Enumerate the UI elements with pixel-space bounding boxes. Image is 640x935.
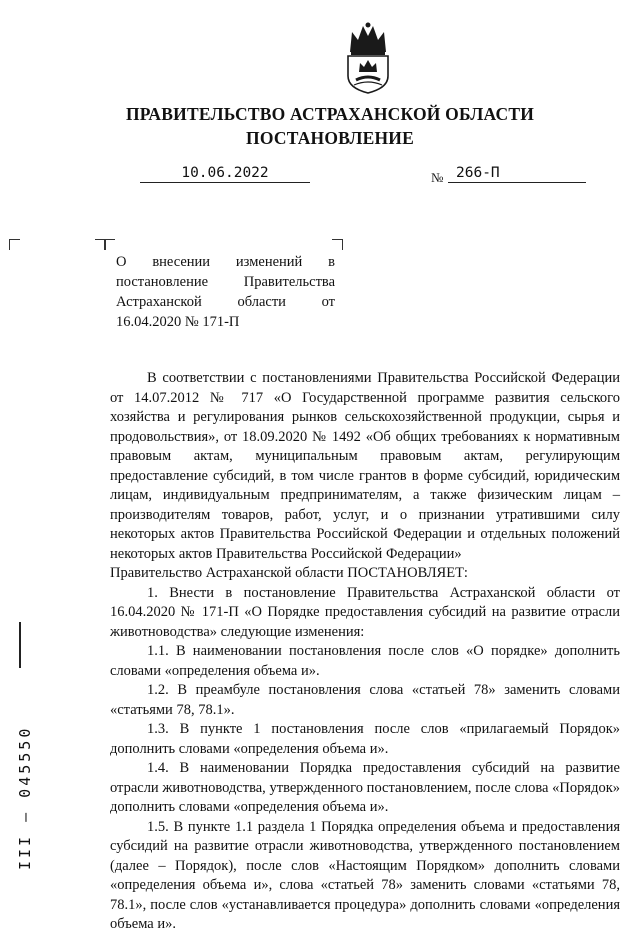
margin-bar	[19, 622, 21, 668]
clause-1-5: 1.5. В пункте 1.1 раздела 1 Порядка определения объема и предоставления субсидий на развитие отрасли животноводства, утвержденного постановлением (далее – Порядок), после слов «Настоящим Порядком» дополнить словами «определения объема и», слова «статьей 78» заменить словами «статьями 78, 78.1», после слов «устанавливается процедура» дополнить словами «определения объема и».	[110, 818, 620, 932]
clause-1: 1. Внести в постановление Правительства Астраханской области от 16.04.2020 № 171-П «О Порядке предоставления субсидий на развитие отрасли животноводства» следующие изменения:	[110, 584, 620, 640]
document-number: 266-П	[448, 165, 586, 183]
number-sign: №	[431, 170, 444, 185]
coat-of-arms-icon	[342, 22, 394, 94]
preamble-paragraph: В соответствии с постановлениями Правительства Российской Федерации от 14.07.2012 № 717 «О Государственной программе развития сельского хозяйства и регулирования рынков сельскохозяйственной продукции, сырья и продовольствия», от 18.09.2020 № 1492 «Об общих требованиях к нормативным правовым актам, муниципальным правовым актам, регулирующим предоставление субсидий, в том числе грантов в форме субсидий, юридическим лицам, индивидуальным предпринимателям, а также физическим лицам – производителям товаров, работ, услуг, и о признании утратившими силу некоторых актов Правительства Российской Федерации и отдельных положений некоторых актов Правительства Российской Федерации»	[110, 370, 620, 562]
government-title: ПРАВИТЕЛЬСТВО АСТРАХАНСКОЙ ОБЛАСТИ	[125, 104, 535, 124]
corner-mark	[9, 239, 20, 250]
clause-1-3: 1.3. В пункте 1 постановления после слов «прилагаемый Порядок» дополнить словами «определения объема и».	[110, 721, 620, 757]
clause-1-1: 1.1. В наименовании постановления после слов «О порядке» дополнить словами «определения объема и».	[110, 643, 620, 679]
document-date: 10.06.2022	[140, 165, 310, 183]
margin-stamp: III – 045550	[16, 725, 34, 870]
corner-mark	[332, 239, 343, 250]
document-body	[110, 369, 620, 935]
document-type: ПОСТАНОВЛЕНИЕ	[246, 128, 414, 148]
document-subject: О внесении изменений в постановление Правительства Астраханской области от 16.04.2020 № 171-П	[116, 254, 335, 330]
clause-1-2: 1.2. В преамбуле постановления слова «статьей 78» заменить словами «статьями 78, 78.1».	[110, 682, 620, 718]
corner-mark	[104, 239, 115, 250]
clause-1-4: 1.4. В наименовании Порядка предоставления субсидий на развитие отрасли животноводства, утвержденного постановлением, после слова «Порядок» дополнить словами «определения объема и».	[110, 760, 620, 815]
resolution-paragraph: Правительство Астраханской области ПОСТАНОВЛЯЕТ:	[110, 565, 468, 581]
margin-stamp-container	[14, 725, 38, 870]
